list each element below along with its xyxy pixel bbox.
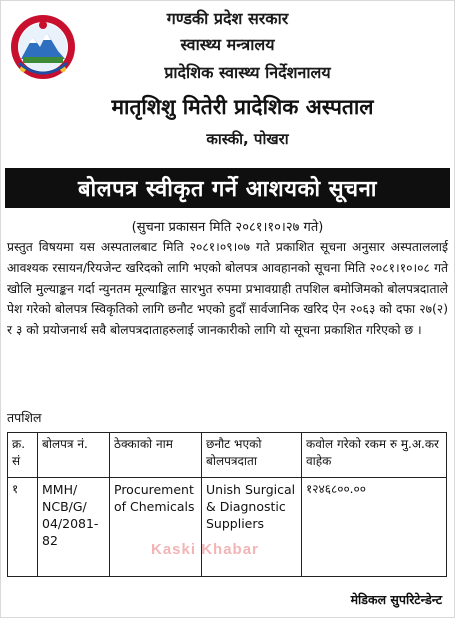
- cell-serial: १: [8, 478, 38, 577]
- publish-date: (सुचना प्रकासन मिति २०८१।१०।२७ गते): [131, 220, 324, 235]
- header-bid-number: बोलपत्र नं.: [38, 433, 110, 478]
- notice-body: प्रस्तुत विषयमा यस अस्पतालबाट मिति २०८१।०९।०७ गते प्रकाशित सूचना अनुसार अस्पताललाई आवश्यक रसायन/रियजेन्ट खरिदको लागि भएको बोलपत्र आवहानको सूचना मिति २०८१।१०।०८ गते खोलि मुल्याङ्कन गर्दा न्युनतम मूल्याङ्कित सारभुत रुपमा प्रभावग्राही तपशिल बमोजिमको बोलपत्रदाताले पेश गरेको बोलपत्र स्विकृतिको लागि छनौट भएको हुदाँ सार्वजानिक खरिद ऐन २०६३ को दफा २७(२) र ३ को प्रयोजनार्थ सवै बोलपत्रदाताहरुलाई जानकारीको लागि यो सूचना प्रकाशित गरिएको छ ।: [7, 240, 448, 338]
- hospital-location: कास्की, पोखरा: [206, 130, 289, 148]
- cell-selected-bidder: Unish Surgical & Diagnostic Suppliers: [202, 478, 302, 577]
- hospital-name: मातृशिशु मितेरी प्रादेशिक अस्पताल: [111, 95, 374, 119]
- ministry-name: स्वास्थ्य मन्त्रालय: [180, 35, 275, 54]
- signature-title: मेडिकल सुपरिटेन्डेन्ट: [350, 592, 442, 607]
- cell-bid-amount: १२४६८००.००: [302, 478, 447, 577]
- province-government: गण्डकी प्रदेश सरकार: [166, 9, 289, 28]
- letterhead: [1, 1, 454, 161]
- header-bid-amount: कवोल गरेको रकम रु मु.अ.कर वाहेक: [302, 433, 447, 478]
- notice-title-banner: बोलपत्र स्वीकृत गर्ने आशयको सूचना: [5, 168, 450, 208]
- directorate-name: प्रादेशिक स्वास्थ्य निर्देशनालय: [164, 63, 331, 82]
- cell-bid-number: MMH/ NCB/G/ 04/2081-82: [38, 478, 110, 577]
- watermark-text: Kaski Khabar: [151, 541, 259, 558]
- header-contract-name: ठेक्काको नाम: [110, 433, 202, 478]
- table-header-row: [8, 433, 447, 478]
- header-serial: क्र. सं: [8, 433, 38, 478]
- details-label: तपशिल: [7, 410, 42, 425]
- table-row: [8, 478, 447, 577]
- cell-contract-name: Procurement of Chemicals: [110, 478, 202, 577]
- header-selected-bidder: छनौट भएको बोलपत्रदाता: [202, 433, 302, 478]
